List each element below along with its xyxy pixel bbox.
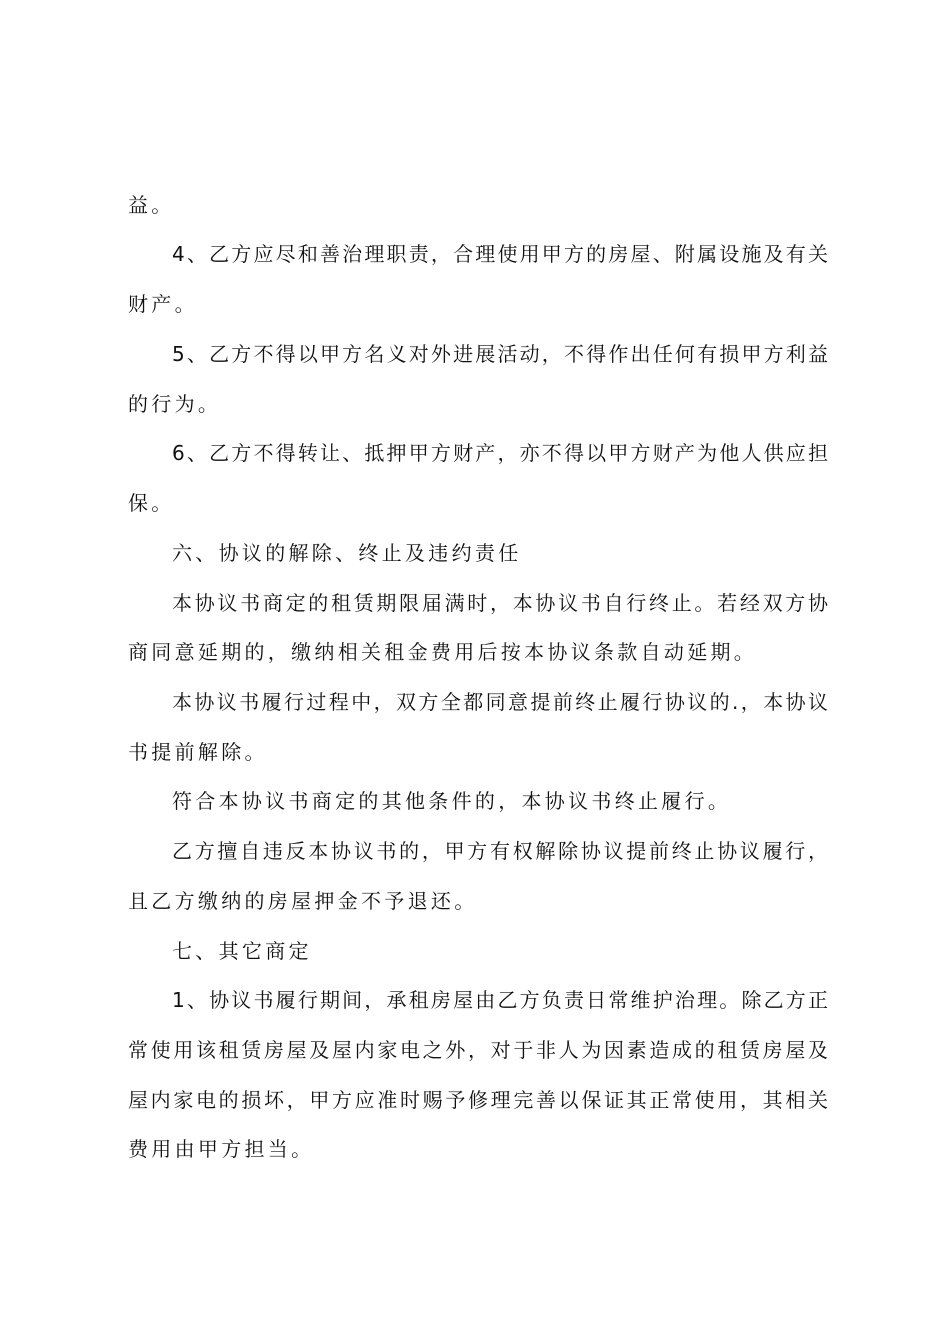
text-line: 乙方擅自违反本协议书的，甲方有权解除协议提前终止协议履行， xyxy=(172,839,828,863)
text-line: 常使用该租赁房屋及屋内家电之外，对于非人为因素造成的租赁房屋及 xyxy=(128,1038,828,1062)
text-line: 书提前解除。 xyxy=(128,740,268,764)
text-line: 4、乙方应尽和善治理职责，合理使用甲方的房屋、附属设施及有关 xyxy=(172,242,828,266)
text-line: 本协议书商定的租赁期限届满时，本协议书自行终止。若经双方协 xyxy=(172,591,828,615)
text-line: 6、乙方不得转让、抵押甲方财产，亦不得以甲方财产为他人供应担 xyxy=(172,441,828,465)
text-line: 符合本协议书商定的其他条件的，本协议书终止履行。 xyxy=(172,789,732,813)
text-line: 5、乙方不得以甲方名义对外进展活动，不得作出任何有损甲方利益 xyxy=(172,342,828,366)
text-line: 本协议书履行过程中，双方全都同意提前终止履行协议的.，本协议 xyxy=(172,690,828,714)
text-line: 费用由甲方担当。 xyxy=(128,1137,315,1161)
text-line: 且乙方缴纳的房屋押金不予退还。 xyxy=(128,889,478,913)
text-line: 益。 xyxy=(128,193,175,217)
section-heading: 七、其它商定 xyxy=(172,939,312,963)
text-line: 屋内家电的损坏，甲方应准时赐予修理完善以保证其正常使用，其相关 xyxy=(128,1088,828,1112)
text-line: 财产。 xyxy=(128,292,198,316)
text-line: 的行为。 xyxy=(128,392,222,416)
text-line: 1、协议书履行期间，承租房屋由乙方负责日常维护治理。除乙方正 xyxy=(172,988,828,1012)
text-line: 商同意延期的，缴纳相关租金费用后按本协议条款自动延期。 xyxy=(128,640,758,664)
text-line: 保。 xyxy=(128,491,175,515)
section-heading: 六、协议的解除、终止及违约责任 xyxy=(172,541,522,565)
